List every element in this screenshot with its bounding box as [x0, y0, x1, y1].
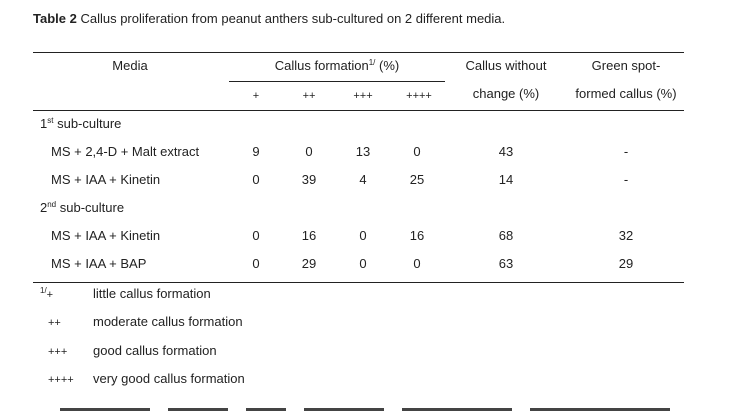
row-value-plus3: 0 [359, 228, 367, 243]
header-sub-col-3: +++ [353, 90, 373, 102]
header-media: Media [112, 58, 148, 73]
row-value-plus4: 16 [409, 228, 425, 243]
header-bottom-rule [33, 110, 684, 111]
row-value-without: 68 [498, 228, 514, 243]
bottom-rule [33, 282, 684, 283]
table-caption [33, 11, 505, 26]
footnote-text: little callus formation [93, 286, 211, 301]
header-callus-formation-sup: 1/ [368, 58, 376, 67]
row-value-green: - [623, 172, 629, 187]
table-caption-label: Table 2 [33, 11, 77, 26]
header-callus-without-line2: change (%) [472, 86, 540, 101]
callus-formation-rule [229, 81, 445, 82]
row-value-plus4: 0 [413, 144, 421, 159]
row-value-plus3: 4 [359, 172, 367, 187]
row-value-plus4: 25 [409, 172, 425, 187]
header-callus-without: Callus without [465, 58, 547, 73]
header-sub-col-2: ++ [302, 90, 316, 102]
row-value-plus2: 29 [301, 256, 317, 271]
row-value-plus2: 0 [305, 144, 313, 159]
footnote-text: very good callus formation [93, 371, 245, 386]
row-value-without: 43 [498, 144, 514, 159]
footnote-text: good callus formation [93, 343, 217, 358]
footnote-symbol: ++++ [48, 374, 74, 386]
row-value-plus1: 9 [252, 144, 260, 159]
row-value-green: 32 [618, 228, 634, 243]
top-rule [33, 52, 684, 53]
cutoff-paragraph-line [60, 398, 700, 412]
section-title: 2nd sub-culture [40, 200, 125, 215]
row-media: MS + IAA + Kinetin [51, 228, 161, 243]
header-callus-formation-unit: (%) [379, 58, 400, 73]
row-value-green: - [623, 144, 629, 159]
header-green-spot: Green spot- [591, 58, 661, 73]
footnote-text: moderate callus formation [93, 314, 243, 329]
header-callus-formation [229, 58, 445, 76]
row-value-plus4: 0 [413, 256, 421, 271]
header-callus-formation-label: Callus formation [274, 58, 369, 73]
row-media: MS + IAA + Kinetin [51, 172, 161, 187]
footnote-symbol: +++ [48, 346, 68, 358]
row-media: MS + IAA + BAP [51, 256, 147, 271]
row-value-without: 63 [498, 256, 514, 271]
row-value-without: 14 [498, 172, 514, 187]
table-caption-text: Callus proliferation from peanut anthers sub-cultured on 2 different media. [80, 11, 506, 26]
row-value-plus1: 0 [252, 228, 260, 243]
section-title: 1st sub-culture [40, 116, 122, 131]
footnote-symbol: $^{1/}$+ [40, 286, 54, 301]
row-value-plus3: 13 [355, 144, 371, 159]
row-value-plus1: 0 [252, 172, 260, 187]
row-value-plus1: 0 [252, 256, 260, 271]
footnote-symbol: ++ [48, 317, 61, 329]
header-green-spot-line2: formed callus (%) [575, 86, 677, 101]
row-value-plus2: 16 [301, 228, 317, 243]
header-sub-col-1: + [252, 90, 260, 102]
row-value-plus3: 0 [359, 256, 367, 271]
header-sub-col-4: ++++ [406, 90, 432, 102]
row-media: MS + 2,4-D + Malt extract [51, 144, 200, 159]
footnote-marker: 1/ [40, 286, 47, 295]
row-value-green: 29 [618, 256, 634, 271]
row-value-plus2: 39 [301, 172, 317, 187]
